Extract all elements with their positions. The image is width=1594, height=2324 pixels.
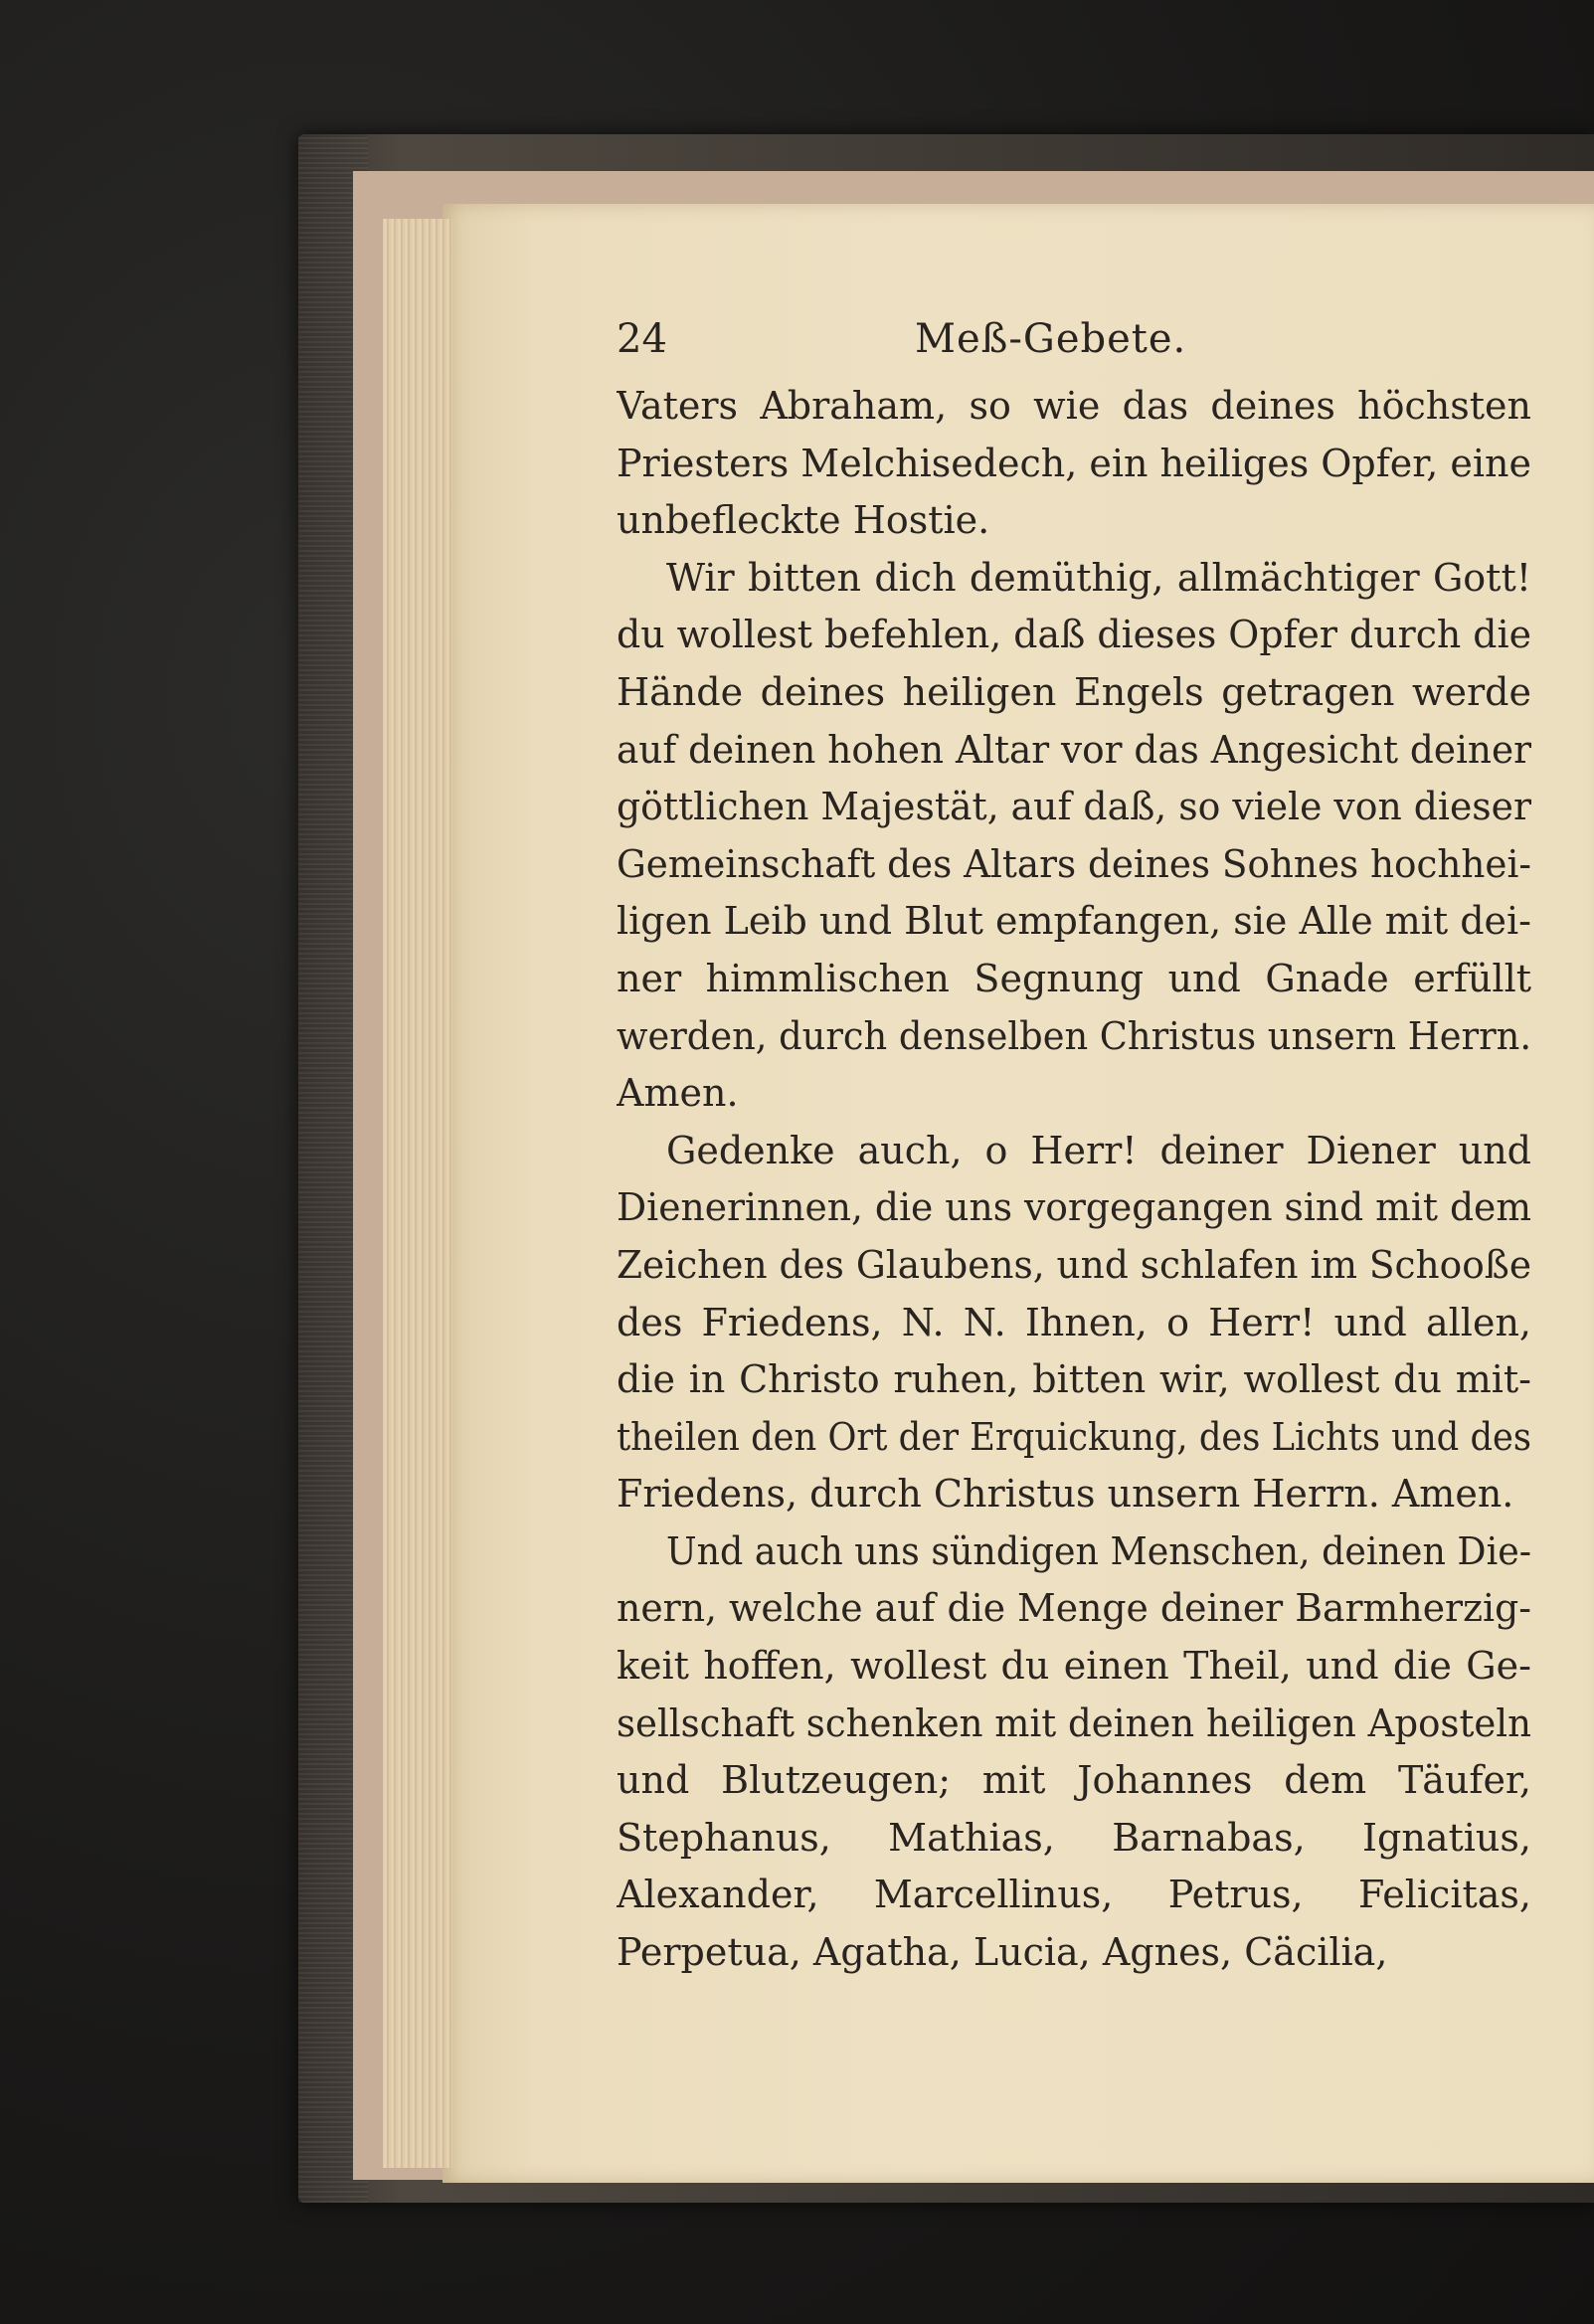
text-line: Stephanus, Mathias, Barnabas, Ignatius, [617,1815,1531,1860]
text-line: unbefleckte Hostie. [617,498,990,543]
text-line: Priesters Melchisedech, ein heiliges Opfer, eine [617,441,1531,485]
page-edges [383,219,452,2168]
text-line: sellschaft schenken mit deinen heiligen Aposteln [617,1700,1531,1745]
text-line: Perpetua, Agatha, Lucia, Agnes, Cäcilia, [617,1930,1388,1975]
text-line: die in Christo ruhen, bitten wir, wollest du mit- [617,1357,1531,1402]
text-line: göttlichen Majestät, auf daß, so viele von dieser [617,785,1531,829]
text-line: Hände deines heiligen Engels getragen werde [617,669,1531,714]
text-line: du wollest befehlen, daß dieses Opfer durch die [617,613,1531,657]
page-text [617,316,1531,1982]
text-line: des Friedens, N. N. Ihnen, o Herr! und allen, [617,1300,1531,1344]
text-line: keit hoffen, wollest du einen Theil, und die Ge- [617,1644,1531,1689]
text-line: Und auch uns sündigen Menschen, deinen Die- [666,1528,1531,1573]
text-line: Dienerinnen, die uns vorgegangen sind mit dem [617,1185,1531,1230]
text-line: Wir bitten dich demüthig, allmächtiger Gott! [666,555,1531,600]
running-title: Meß-Gebete. [915,316,1187,362]
text-line: werden, durch denselben Christus unsern Herrn. [617,1013,1531,1058]
text-line: Amen. [617,1071,739,1116]
page-number: 24 [617,316,667,362]
text-line: Friedens, durch Christus unsern Herrn. Amen. [617,1472,1514,1517]
page-header [617,316,1531,378]
text-line: ligen Leib und Blut empfangen, sie Alle mit dei- [617,899,1531,944]
text-line: Gedenke auch, o Herr! deiner Diener und [666,1128,1531,1172]
text-line: auf deinen hohen Altar vor das Angesicht deiner [617,727,1531,772]
text-line: Zeichen des Glaubens, und schlafen im Schooße [617,1242,1531,1287]
text-line: theilen den Ort der Erquickung, des Lichts und des [617,1414,1531,1459]
text-line: Alexander, Marcellinus, Petrus, Felicitas, [617,1873,1531,1917]
text-line: und Blutzeugen; mit Johannes dem Täufer, [617,1758,1531,1803]
text-line: Gemeinschaft des Altars deines Sohnes hochhei- [617,841,1531,886]
text-line: ner himmlischen Segnung und Gnade erfüllt [617,956,1531,1000]
text-line: nern, welche auf die Menge deiner Barmherzig- [617,1586,1531,1631]
text-line: Vaters Abraham, so wie das deines höchsten [617,384,1531,428]
